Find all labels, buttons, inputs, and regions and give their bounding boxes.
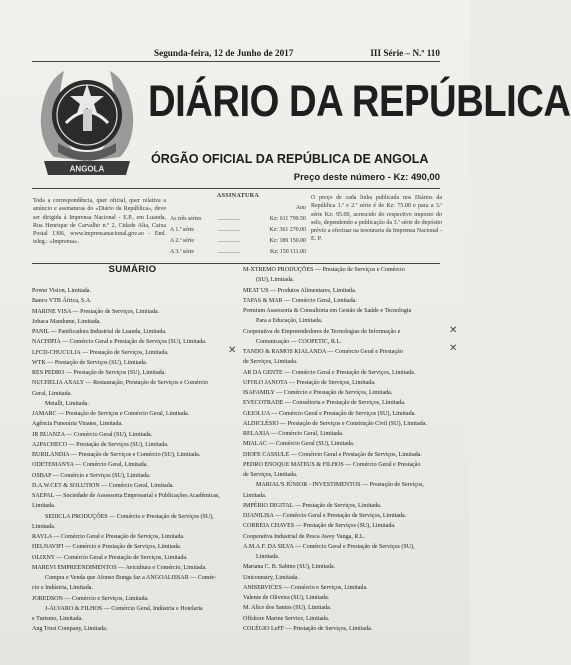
list-item: JOREDSON — Comércio e Serviços, Limitada. xyxy=(32,595,149,602)
list-item: Premium Assessoria & Consultoria em Gestão de Saúde e Tecnologia xyxy=(243,308,412,314)
list-item: M-XTREMO PRODUÇÕES — Prestação de Serviços e Comércio xyxy=(243,267,405,273)
handwritten-mark: ✕ xyxy=(228,345,237,356)
list-item: cio e Indústria, Limitada. xyxy=(32,585,93,592)
handwritten-mark: ✕ xyxy=(449,343,458,354)
subscription-heading: ASSINATURA xyxy=(216,193,260,199)
angola-emblem-icon xyxy=(34,57,140,189)
summary-heading: SUMÁRIO xyxy=(108,264,157,275)
list-item: CORREIA CHAVES — Prestação de Serviços (SU), Limitada. xyxy=(243,523,396,530)
issue-series-number: III Série – N.º 110 xyxy=(370,48,440,58)
table-row: A 1.ª série ............... Kz: 361 270.00 xyxy=(170,226,306,233)
list-item: MEAT US — Produtos Alimentares, Limitada. xyxy=(243,287,357,294)
summary-left-column xyxy=(32,286,232,635)
table-row: As três séries ............... Kz: 611 799.50 xyxy=(170,215,306,222)
list-item: BURILANDIA — Prestação de Serviços e Comércio (SU), Limitada. xyxy=(32,452,201,458)
price-notice: O preço de cada linha publicada nos Diários da República 1.ª e 2.ª série é de Kz: 75.00 e para a 3.ª série Kz: 95.00, acrescido do respectivo imposto do selo, dependendo a publicação da 3.ª série de depósito prévio a efectuar na tesouraria da Imprensa Nacional - E. P. xyxy=(311,195,442,243)
list-item: de Serviços, Limitada. xyxy=(243,359,298,366)
emblem-label: ANGOLA xyxy=(69,164,105,174)
list-item: HELNAVIFI — Comércio e Prestação de Serviços, Limitada. xyxy=(32,544,182,551)
list-item: MIALAC — Comércio Geral (SU), Limitada. xyxy=(243,441,355,448)
list-item: Cooperativa Industrial de Pesca Awey Vanga, R.L. xyxy=(243,533,366,540)
list-item: LFCD-CHUCULIA — Prestação de Serviços, Limitada. xyxy=(32,349,169,356)
list-item: Compra e Venda que Afonso Bunga faz a ANGOALISSAR — Comér- xyxy=(45,575,217,581)
list-item: PANIL — Panificadora Industrial de Luanda, Limitada. xyxy=(32,329,167,335)
list-item: Banco VTB África, S.A. xyxy=(32,298,92,305)
correspondence-notice: Toda a correspondência, quer oficial, quer relativa a anúncio e assinaturas do «Diário da República», deve ser dirigida à Imprensa Nacional - E.P., em Luanda, Rua Henrique de Carvalho n.º 2, Cidade Alta, Caixa Postal 1306, www.imprensanacional.gov.ao - End. teleg.: «Imprensa». xyxy=(33,198,166,246)
list-item: SEDICLA PRODUÇÕES — Comércio e Prestação de Serviços (SU), xyxy=(45,513,214,520)
list-item: ODETEMANYA — Comércio Geral, Limitada. xyxy=(32,462,148,469)
list-item: AR DA GENTE — Comércio Geral e Prestação de Serviços, Limitada. xyxy=(243,369,416,376)
list-item: IMPÉRIO DIGITAL — Prestação de Serviços, Limitada. xyxy=(243,502,382,509)
list-item: TAPAS & MAR — Comércio Geral, Limitada. xyxy=(243,297,357,304)
list-item: NUCHELIA AXALY — Restauração, Prestação de Serviços e Comércio xyxy=(32,380,208,387)
list-item: (SU), Limitada. xyxy=(256,277,295,284)
list-item: ANISERVICES — Comércio e Serviços, Limitada. xyxy=(243,584,368,591)
summary-right-column xyxy=(243,265,443,634)
list-item: Limitada. xyxy=(256,554,280,560)
list-item: ISAFAMILY — Comércio e Prestação de Serviços, Limitada. xyxy=(243,390,393,396)
table-row: A 3.ª série ............... Kz: 150 111.00 xyxy=(170,249,306,256)
list-item: D.A.W.CET & SOLUTION — Comércio Geral, Limitada. xyxy=(32,482,174,489)
subscription-ano-header: Ano xyxy=(295,204,306,211)
list-item: JAMARC — Prestação de Serviços e Comércio Geral, Limitada. xyxy=(32,411,190,417)
list-item: RAYLA — Comércio Geral e Prestação de Serviços, Limitada. xyxy=(32,534,185,540)
list-item: e Turismo, Limitada. xyxy=(32,616,83,622)
issue-date: Segunda-feira, 12 de Junho de 2017 xyxy=(154,48,294,58)
list-item: SAEPAL — Sociedade de Assessoria Empresarial e Publicações Académicas, xyxy=(32,493,220,499)
list-item: NACHIPIA — Comércio Geral e Prestação de Serviços (SU), Limitada. xyxy=(32,339,207,346)
list-item: A2PACHECO — Prestação de Serviços (SU), Limitada. xyxy=(32,441,169,448)
list-item: RES PEDRO — Prestação de Serviços (SU), Limitada. xyxy=(32,370,166,376)
list-item: Geral, Limitada. xyxy=(32,390,72,397)
list-item: Ang Trust Company, Limitada. xyxy=(32,626,108,633)
list-item: EVECOTRADE — Consultoria e Prestação de Serviços, Limitada. xyxy=(243,400,406,407)
list-item: OLIXNY — Comércio Geral e Prestação de Serviços, Limitada. xyxy=(32,554,188,561)
list-item: Offshore Marine Service, Limitada. xyxy=(243,615,330,622)
list-item: MAREVI EMPREENDIMENTOS — Avicultura e Comércio, Limitada. xyxy=(32,564,207,571)
list-item: TANDO & RAMOS KIALANDA — Comércio Geral e Prestação xyxy=(243,349,403,355)
list-item: ALDICLÉSIO — Prestação de Serviços e Construção Civil (SU), Limitada. xyxy=(243,420,427,427)
issue-price: Preço deste número - Kz: 490,00 xyxy=(293,172,440,183)
list-item: DJANILISA — Comércio Geral e Prestação de Serviços, Limitada. xyxy=(243,513,407,519)
list-item: RELAXIA — Comércio Geral, Limitada. xyxy=(243,431,344,437)
list-item: Agência Funerária Vinates, Limitada. xyxy=(32,421,123,428)
list-item: Mariana C. B. Sabino (SU), Limitada. xyxy=(243,564,336,571)
list-item: COLÉGIO LeFF — Prestação de Serviços, Limitada. xyxy=(243,625,373,632)
list-item: A.M.A.F. DA SILVA — Comércio Geral e Prestação de Serviços (SU), xyxy=(243,543,415,550)
list-item: PEDRO ENOQUE MATEUS & FILHOS — Comércio Geral e Prestação xyxy=(243,461,421,468)
newspaper-title: DIÁRIO DA REPÚBLICA xyxy=(148,77,571,126)
list-item: de Serviços, Limitada. xyxy=(243,472,298,478)
list-item: MARINE VISA — Prestação de Serviços, Limitada. xyxy=(32,308,160,315)
list-item: Limitada. xyxy=(243,492,267,499)
table-row xyxy=(170,202,306,213)
list-item: Limitada. xyxy=(32,503,56,510)
list-item: JR BUANZA — Comércio Geral (SU), Limitada. xyxy=(32,431,153,438)
table-row: A 2.ª série ............... Kz: 189 150.00 xyxy=(170,238,306,245)
list-item: J-ÁLVARO & FILHOS — Comércio Geral, Indústria e Hotelaria xyxy=(45,605,203,612)
list-item: Power Vision, Limitada. xyxy=(32,288,91,294)
list-item: DIOFE CASSULE — Comércio Geral e Prestação de Serviços, Limitada. xyxy=(243,451,422,458)
list-item: WTK — Prestação de Serviços (SU), Limitada. xyxy=(32,359,148,366)
list-item: OSBAP — Comércio e Serviços (SU), Limitada. xyxy=(32,472,151,479)
handwritten-mark: ✕ xyxy=(449,325,458,336)
list-item: Limitada. xyxy=(32,523,56,530)
list-item: Valente de Oliveira (SU), Limitada. xyxy=(243,595,330,601)
list-item: Metalli, Limitada. xyxy=(45,400,89,407)
list-item: GEJOLUA — Comércio Geral e Prestação de Serviços (SU), Limitada. xyxy=(243,410,416,417)
list-item: Unicounstry, Limitada. xyxy=(243,574,299,581)
subscription-table xyxy=(170,193,306,258)
masthead-rule xyxy=(32,188,440,189)
list-item: Para a Educação, Limitada. xyxy=(256,318,323,325)
list-item: UFOLO JANOTA — Prestação de Serviços, Limitada. xyxy=(243,379,376,386)
newspaper-subtitle: ÓRGÃO OFICIAL DA REPÚBLICA DE ANGOLA xyxy=(151,152,429,166)
list-item: MARIAL'S JÚNIOR - INVESTIMENTOS — Prestação de Serviços, xyxy=(256,482,424,489)
list-item: M. Alice dos Santos (SU), Limitada. xyxy=(243,605,332,612)
list-item: Comunicação — COOPETIC, R.L. xyxy=(256,338,342,345)
list-item: Jobaca Mandume, Limitada. xyxy=(32,318,101,325)
list-item: Cooperativa de Empreendedores de Tecnologias de Informação e xyxy=(243,328,401,335)
